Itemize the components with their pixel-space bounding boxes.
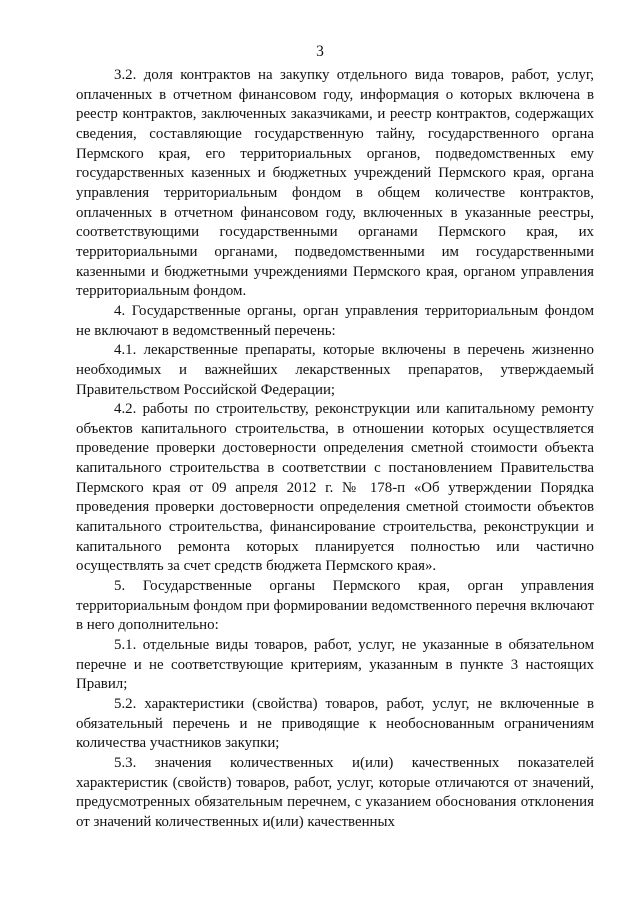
paragraph-5-1: 5.1. отдельные виды товаров, работ, услуг, не указанные в обязательном перечне и не соответствующие критериям, указанным в пункте 3 настоящих Правил; (76, 637, 594, 693)
page-number: 3 (316, 43, 324, 60)
paragraph-5-2: 5.2. характеристики (свойства) товаров, работ, услуг, не включенные в обязательный перечень и не приводящие к необоснованным ограничениям количества участников закупки; (76, 696, 594, 752)
paragraph-4-1: 4.1. лекарственные препараты, которые включены в перечень жизненно необходимых и важнейших лекарственных препаратов, утверждаемый Правительством Российской Федерации; (76, 342, 594, 398)
paragraph-5-3: 5.3. значения количественных и(или) качественных показателей характеристик (свойств) товаров, работ, услуг, которые отличаются от значений, предусмотренных обязательным перечнем, с указанием обоснования отклонения от значений количественных и(или) качественных (76, 754, 594, 830)
paragraph-3-2: 3.2. доля контрактов на закупку отдельного вида товаров, работ, услуг, оплаченных в отчетном финансовом году, информация о которых включена в реестр контрактов, заключенных заказчиками, и реестр контрактов, содержащих сведения, составляющие государственную тайну, государственного органа Пермского края, его территориальных органов, подведомственных ему государственных казенных и бюджетных учреждений Пермского края, органа управления территориальным фондом в общем количестве контрактов, оплаченных в отчетном финансовом году, включенных в указанные реестры, соответствующими государственными органами Пермского края, их территориальными органами, подведомственными им государственными казенными и бюджетными учреждениями Пермского края, органом управления территориальным фондом. (76, 67, 594, 300)
paragraph-4: 4. Государственные органы, орган управления территориальным фондом не включают в ведомственный перечень: (76, 302, 594, 339)
document-body (76, 66, 594, 833)
paragraph-5: 5. Государственные органы Пермского края, орган управления территориальным фондом при формировании ведомственного перечня включают в него дополнительно: (76, 578, 594, 634)
paragraph-4-2: 4.2. работы по строительству, реконструкции или капитальному ремонту объектов капитального строительства, в отношении которых осуществляется проведение проверки достоверности определения сметной стоимости объекта капитального строительства в соответствии с постановлением Правительства Пермского края от 09 апреля 2012 г. № 178-п «Об утверждении Порядка проведения проверки достоверности определения сметной стоимости объектов капитального строительства, финансирование строительства, реконструкции и капитального ремонта которых планируется полностью или частично осуществлять за счет средств бюджета Пермского края». (76, 401, 594, 575)
